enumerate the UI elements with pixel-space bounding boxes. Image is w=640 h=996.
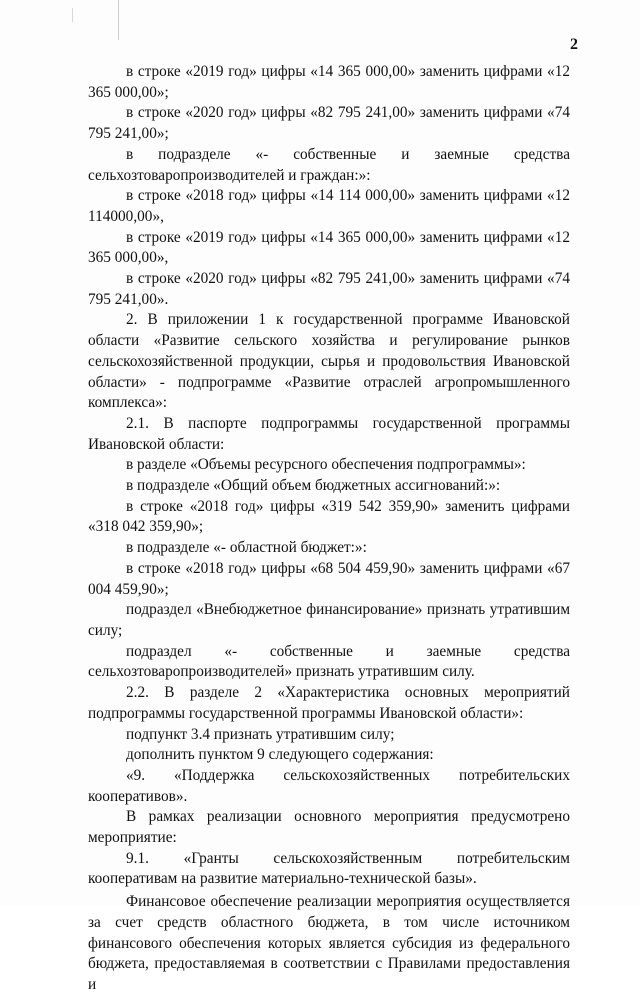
paragraph: в строке «2020 год» цифры «82 795 241,00» заменить цифрами «74 795 241,00»; bbox=[88, 104, 570, 143]
paragraph: в подразделе «- собственные и заемные средства сельхозтоваропроизводителей и граждан:»: bbox=[88, 145, 570, 184]
paragraph: в подразделе «Общий объем бюджетных ассигнований:»: bbox=[126, 477, 501, 495]
paragraph: В рамках реализации основного мероприятия предусмотрено мероприятие: bbox=[88, 808, 570, 847]
paragraph: дополнить пунктом 9 следующего содержания: bbox=[126, 746, 434, 764]
paragraph: «9. «Поддержка сельскохозяйственных потребительских кооперативов». bbox=[88, 766, 570, 805]
paragraph: в строке «2018 год» цифры «68 504 459,90» заменить цифрами «67 004 459,90»; bbox=[88, 559, 570, 598]
paragraph: в строке «2018 год» цифры «14 114 000,00» заменить цифрами «12 114000,00», bbox=[88, 187, 570, 225]
paragraph: в разделе «Объемы ресурсного обеспечения подпрограммы»: bbox=[126, 456, 526, 474]
paragraph: подраздел «Внебюджетное финансирование» признать утратившим силу; bbox=[88, 601, 570, 639]
paragraph: подраздел «- собственные и заемные средства сельхозтоваропроизводителей» признать утратившим силу. bbox=[88, 642, 570, 681]
paragraph: в строке «2020 год» цифры «82 795 241,00» заменить цифрами «74 795 241,00». bbox=[88, 270, 570, 308]
document-body bbox=[88, 62, 570, 996]
paragraph: подпункт 3.4 признать утратившим силу; bbox=[126, 725, 395, 743]
page-number: 2 bbox=[570, 36, 578, 53]
scan-artifact-line bbox=[118, 0, 119, 40]
paragraph: Финансовое обеспечение реализации мероприятия осуществляется за счет средств областного бюджета, в том числе источником финансового обеспечения которых является субсидия из федерального бюджета, предоставляемая в соответствии с Правилами предоставления и bbox=[88, 893, 570, 993]
paragraph: в подразделе «- областной бюджет:»: bbox=[126, 539, 367, 557]
scan-artifact-line bbox=[72, 8, 73, 22]
paragraph: 2.2. В разделе 2 «Характеристика основных мероприятий подпрограммы государственной программы Ивановской области»: bbox=[88, 684, 570, 722]
paragraph: в строке «2019 год» цифры «14 365 000,00» заменить цифрами «12 365 000,00», bbox=[88, 228, 570, 267]
paragraph: 2. В приложении 1 к государственной программе Ивановской области «Развитие сельского хозяйства и регулирование рынков сельскохозяйственной продукции, сырья и продовольствия Ивановской области» - подпрограмме «Развитие отраслей агропромышленного комплекса»: bbox=[88, 311, 570, 412]
paragraph: 9.1. «Гранты сельскохозяйственным потребительским кооперативам на развитие материально-технической базы». bbox=[88, 849, 570, 888]
paragraph: в строке «2019 год» цифры «14 365 000,00» заменить цифрами «12 365 000,00»; bbox=[88, 63, 570, 101]
paragraph: 2.1. В паспорте подпрограммы государственной программы Ивановской области: bbox=[88, 414, 570, 453]
paragraph: в строке «2018 год» цифры «319 542 359,90» заменить цифрами «318 042 359,90»; bbox=[88, 497, 570, 536]
